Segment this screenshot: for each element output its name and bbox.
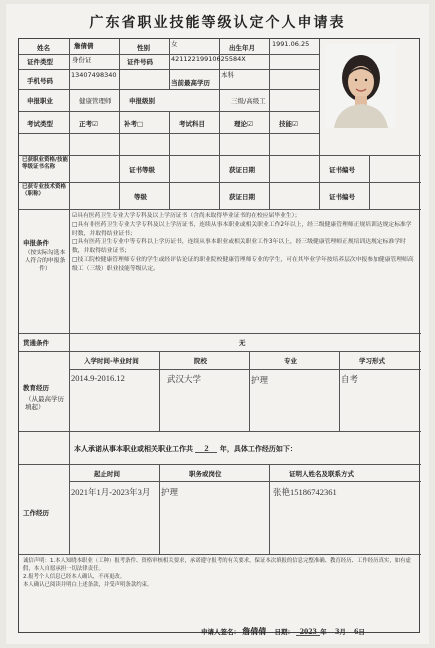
header-school: 院校 (194, 357, 207, 365)
eligibility-option-3[interactable]: □具有医药卫生专业中等专科以上学历证书，连续从事本职业或相关职业工作3年以上，经三级健康管理师正规培训达规定标准学时数，并取得结业证书； (72, 239, 406, 255)
exam-type-makeup: 补考□ (124, 120, 144, 128)
value-id-number: 42112219910625584X (171, 55, 246, 63)
eligibility-note: （按实际勾选本人符合的申报条件） (24, 250, 66, 272)
application-form-sheet (6, 4, 429, 644)
header-edu-period: 入学时间-毕业时间 (84, 357, 139, 365)
value-occupation: 健康管理师 (79, 97, 112, 105)
value-pathway: 无 (239, 339, 246, 347)
form-title: 广东省职业技能等级认定个人申请表 (89, 15, 346, 31)
declaration: 诚信声明：1.本人知晓本职业（工种）报考条件、资格审核相关要求，承诺遵守报考的有关要求，保证本次填报的信息完整准确、教育经历、工作经历真实，如有虚假，本人自愿承担一切法律责任。 2.报考个人信息已经本人确认，不再更改。 本人确认已阅读并明白上述条款，并受声明条款约束。 (23, 558, 411, 588)
label-prior-certificate: 已获职业资格/技能等级证书名称 (22, 157, 69, 170)
label-pathway: 贯通条件 (23, 339, 49, 347)
value-name: 詹倩倩 (74, 42, 94, 50)
label-education: 当前最高学历 (171, 79, 210, 87)
exam-type-new: 正考☑ (79, 120, 98, 128)
label-exam-subject: 考试科目 (179, 120, 205, 128)
applicant-photo (326, 44, 396, 128)
label-issue-date-2: 获证日期 (229, 193, 255, 201)
edu-period: 2014.9-2016.12 (71, 373, 125, 383)
header-major: 专业 (284, 357, 297, 365)
signature-line: 申请人签名： 詹倩倩 日期： 2023 年 3月 6日 (201, 626, 365, 636)
exam-subject-skill: 技能☑ (279, 120, 298, 128)
value-level: 三级/高级工 (231, 97, 266, 105)
commitment-statement: 本人承诺从事本职业或相关职业工作共 2 年，具体工作经历如下： (74, 443, 297, 453)
edu-school: 武汉大学 (167, 374, 202, 384)
eligibility-option-2[interactable]: □具有非医药卫生专业大学专科及以上学历证书，连续从事本职业或相关职业工作2年以上，经三级健康管理师正规培训达规定标准学时数，并取得结业证书； (72, 221, 412, 237)
label-gender: 性别 (137, 44, 150, 52)
header-work-position: 职务或岗位 (189, 470, 222, 478)
label-occupation: 申报职业 (27, 97, 53, 105)
label-issue-date-1: 获证日期 (229, 166, 255, 174)
value-id-type: 身份证 (72, 56, 92, 64)
label-grade: 等级 (134, 193, 147, 201)
work-witness: 张艳15186742361 (273, 487, 337, 497)
work-position: 护理 (161, 487, 179, 497)
edu-major: 护理 (251, 375, 269, 385)
label-edu-history: 教育经历 (23, 384, 49, 392)
header-work-period: 起止时间 (94, 470, 120, 478)
label-id-number: 证件号码 (127, 58, 153, 66)
work-period: 2021年1月-2023年3月 (71, 487, 151, 497)
eligibility-option-1[interactable]: ☑具有医药卫生专业大学专科及以上学历证书（含尚未取得毕业证书的在校应届毕业生）； (72, 213, 301, 219)
eligibility-option-4[interactable]: □技工院校健康管理师专业的学生或经评估论证的职业院校健康管理师专业的学生，可在其毕业学年按培养层次申报参加健康管理师高级工（三级）职业技能等级认定。 (72, 256, 414, 272)
value-education: 本科 (221, 71, 234, 79)
label-exam-type: 考试类型 (27, 120, 53, 128)
exam-subject-theory: 理论☑ (234, 120, 253, 128)
label-level: 申报级别 (129, 97, 155, 105)
label-cert-level: 证书等级 (129, 166, 155, 174)
eligibility-options (72, 212, 417, 274)
value-gender: 女 (171, 40, 178, 48)
edu-history-note: （从最高学历填起） (25, 395, 64, 411)
label-prior-cert-2: 已获专业技术资格（职称） (22, 184, 67, 197)
label-work-history: 工作经历 (23, 509, 49, 517)
label-cert-number-2: 证书编号 (329, 193, 355, 201)
label-name: 姓名 (37, 44, 50, 52)
header-study-mode: 学习形式 (359, 357, 385, 365)
label-cert-number-1: 证书编号 (329, 166, 355, 174)
header-witness: 证明人姓名及联系方式 (289, 470, 354, 478)
label-eligibility: 申报条件 (23, 239, 49, 247)
value-phone: 13407498340 (71, 71, 117, 79)
edu-study-mode: 自考 (341, 374, 359, 384)
label-birth-date: 出生年月 (229, 44, 255, 52)
label-id-type: 证件类型 (27, 58, 53, 66)
label-phone: 手机号码 (27, 77, 53, 85)
value-birth-date: 1991.06.25 (272, 40, 310, 48)
